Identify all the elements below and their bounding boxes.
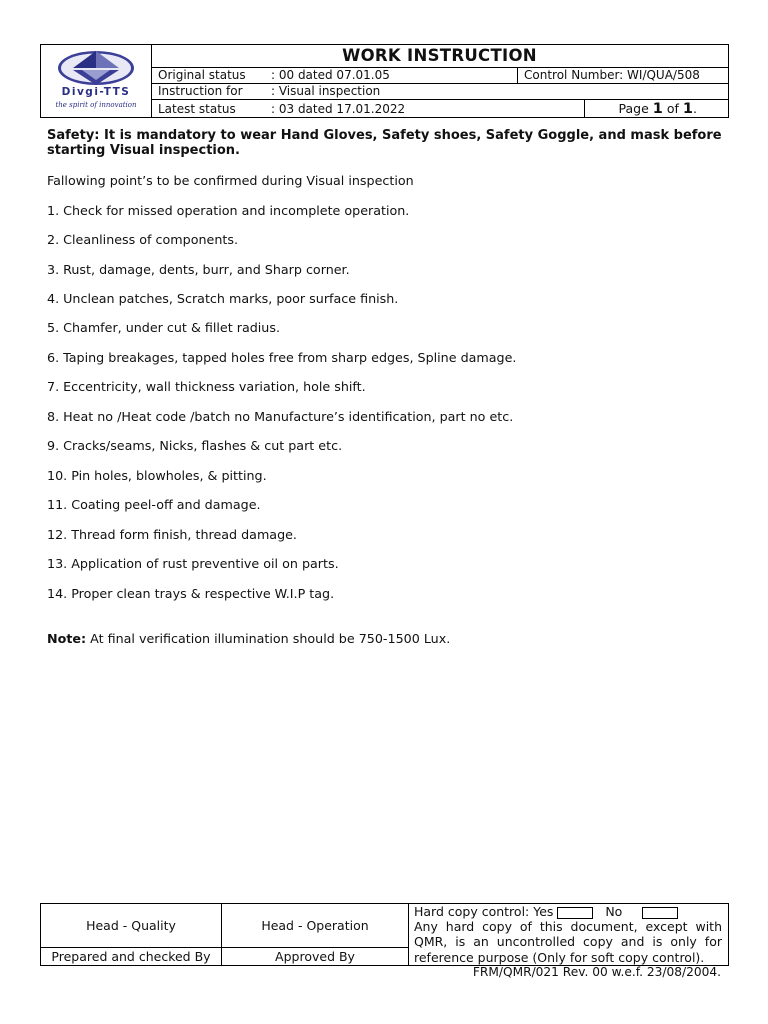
checklist-item: 1. Check for missed operation and incomplete operation. — [47, 203, 410, 218]
prepared-by: Prepared and checked By — [51, 949, 211, 964]
page-total: 1 — [682, 101, 694, 117]
checklist-item: 8. Heat no /Heat code /batch no Manufacture’s identification, part no etc. — [47, 409, 514, 424]
latest-status-value: : 03 dated 17.01.2022 — [271, 102, 406, 116]
note — [47, 631, 450, 646]
page-indicator — [584, 100, 728, 118]
checklist-item: 14. Proper clean trays & respective W.I.P tag. — [47, 586, 335, 601]
company-logo — [41, 45, 152, 117]
control-number: Control Number: WI/QUA/508 — [517, 67, 728, 83]
checklist-item: 6. Taping breakages, tapped holes free from sharp edges, Spline damage. — [47, 350, 517, 365]
latest-status-label: Latest status — [158, 102, 236, 116]
hard-copy-no-checkbox[interactable] — [642, 907, 678, 919]
instruction-for-value: : Visual inspection — [271, 84, 381, 98]
checklist-item: 11. Coating peel-off and damage. — [47, 497, 261, 512]
checklist-item: 2. Cleanliness of components. — [47, 232, 238, 247]
checklist-item: 5. Chamfer, under cut & fillet radius. — [47, 320, 280, 335]
head-operation: Head - Operation — [261, 918, 369, 933]
checklist-item: 3. Rust, damage, dents, burr, and Sharp corner. — [47, 262, 350, 277]
original-status-label: Original status — [158, 68, 246, 82]
hard-copy-no-label: No — [605, 904, 623, 919]
page-suffix: . — [693, 101, 697, 116]
checklist-item: 10. Pin holes, blowholes, & pitting. — [47, 468, 267, 483]
safety-statement: Safety: It is mandatory to wear Hand Gloves, Safety shoes, Safety Goggle, and mask before starting Visual inspection. — [47, 128, 722, 158]
approval-table — [40, 903, 729, 966]
hard-copy-yes-label: Hard copy control: Yes — [414, 904, 554, 919]
checklist-item: 12. Thread form finish, thread damage. — [47, 527, 297, 542]
note-label: Note: — [47, 631, 87, 646]
page-prefix: Page — [618, 101, 649, 116]
original-status-value: : 00 dated 07.01.05 — [271, 68, 390, 82]
logo-name: Divgi-TTS — [61, 86, 131, 98]
page-of: of — [666, 101, 679, 116]
checklist-item: 9. Cracks/seams, Nicks, flashes & cut part etc. — [47, 438, 343, 453]
instruction-for-label: Instruction for — [158, 84, 243, 98]
checklist-item: 7. Eccentricity, wall thickness variation, hole shift. — [47, 379, 366, 394]
page-current: 1 — [652, 101, 663, 117]
document-header — [40, 44, 729, 118]
checklist-item: 4. Unclean patches, Scratch marks, poor surface finish. — [47, 291, 399, 306]
logo-emblem-icon — [55, 49, 137, 87]
document-title: WORK INSTRUCTION — [151, 45, 728, 68]
checklist-item: 13. Application of rust preventive oil on parts. — [47, 556, 339, 571]
form-number: FRM/QMR/021 Rev. 00 w.e.f. 23/08/2004. — [472, 965, 721, 979]
latest-status-row — [151, 99, 728, 118]
instruction-for-row — [151, 83, 728, 99]
head-quality: Head - Quality — [86, 918, 176, 933]
hard-copy-yes-checkbox[interactable] — [557, 907, 593, 919]
hard-copy-control — [414, 904, 722, 965]
note-text: At final verification illumination should be 750-1500 Lux. — [86, 631, 451, 646]
approved-by: Approved By — [275, 949, 355, 964]
intro-text: Fallowing point’s to be confirmed during Visual inspection — [47, 173, 414, 188]
logo-tagline: the spirit of innovation — [55, 101, 137, 109]
hard-copy-note: Any hard copy of this document, except with QMR, is an uncontrolled copy and is only for reference purpose (Only for soft copy control). — [414, 919, 722, 965]
original-status-row — [151, 67, 728, 84]
